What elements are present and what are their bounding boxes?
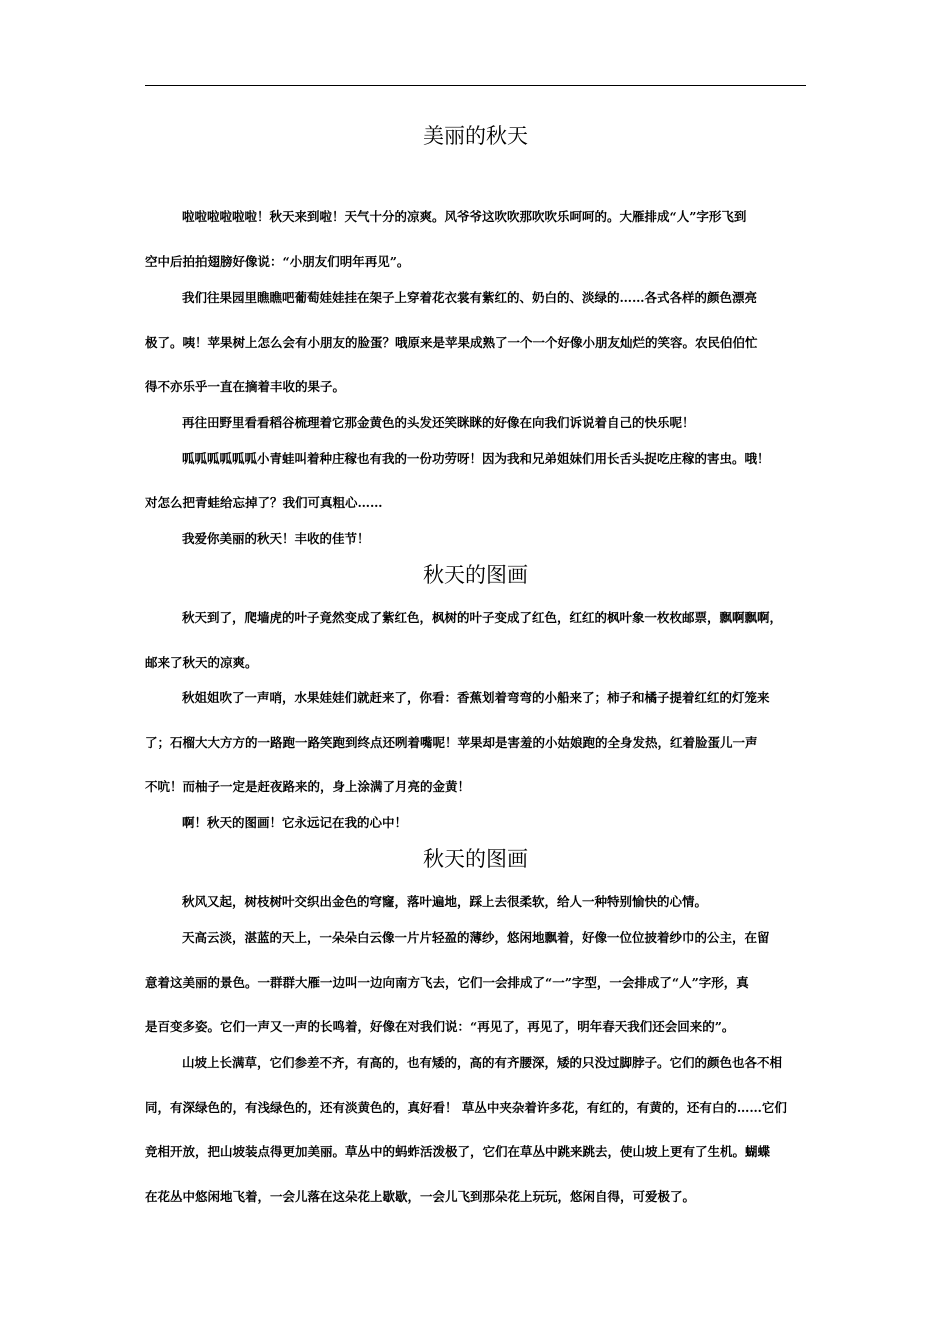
paragraph-line: 极了。咦！苹果树上怎么会有小朋友的脸蛋？哦原来是苹果成熟了一个一个好像小朋友灿烂的笑容。农民伯伯忙	[145, 335, 758, 350]
paragraph-line: 秋天到了，爬墙虎的叶子竟然变成了紫红色，枫树的叶子变成了红色，红红的枫叶象一枚枚邮票，飘啊飘啊，	[182, 610, 783, 625]
header-rule	[145, 85, 806, 86]
paragraph-line: 邮来了秋天的凉爽。	[145, 655, 258, 670]
paragraph-line: 对怎么把青蛙给忘掉了？我们可真粗心……	[145, 495, 383, 510]
paragraph-line: 意着这美丽的景色。一群群大雁一边叫一边向南方飞去，它们一会排成了“一”字型，一会排成了“人”字形，真	[145, 975, 749, 990]
title-autumn-picture: 秋天的图画	[423, 563, 528, 587]
paragraph-line: 是百变多姿。它们一声又一声的长鸣着，好像在对我们说：“再见了，再见了，明年春天我们还会回来的”。	[145, 1019, 735, 1034]
paragraph-line: 秋姐姐吹了一声哨，水果娃娃们就赶来了，你看：香蕉划着弯弯的小船来了；柿子和橘子提着红红的灯笼来	[182, 690, 770, 705]
paragraph-line: 了；石榴大大方方的一路跑一路笑跑到终点还咧着嘴呢！苹果却是害羞的小姑娘跑的全身发热，红着脸蛋儿一声	[145, 735, 758, 750]
paragraph-line: 秋风又起，树枝树叶交织出金色的穹窿，落叶遍地，踩上去很柔软，给人一种特别愉快的心情。	[182, 894, 708, 909]
paragraph-line: 啦啦啦啦啦啦！秋天来到啦！天气十分的凉爽。风爷爷这吹吹那吹吹乐呵呵的。大雁排成“人”字形飞到	[182, 209, 747, 224]
paragraph-line: 我们往果园里瞧瞧吧葡萄娃娃挂在架子上穿着花衣裳有紫红的、奶白的、淡绿的……各式各样的颜色漂亮	[182, 290, 758, 305]
paragraph-line: 在花丛中悠闲地飞着，一会儿落在这朵花上歇歇，一会儿飞到那朵花上玩玩，悠闲自得，可爱极了。	[145, 1189, 696, 1204]
title-beautiful-autumn: 美丽的秋天	[423, 124, 528, 148]
paragraph-line: 不吭！而柚子一定是赶夜路来的，身上涂满了月亮的金黄！	[145, 779, 471, 794]
paragraph-line: 呱呱呱呱呱呱小青蛙叫着种庄稼也有我的一份功劳呀！因为我和兄弟姐妹们用长舌头捉吃庄稼的害虫。哦！	[182, 451, 770, 466]
paragraph-line: 啊！秋天的图画！它永远记在我的心中！	[182, 815, 408, 830]
paragraph-line: 山坡上长满草，它们参差不齐，有高的，也有矮的，高的有齐腰深，矮的只没过脚脖子。它们的颜色也各不相	[182, 1055, 783, 1070]
paragraph-line: 同，有深绿色的，有浅绿色的，还有淡黄色的，真好看！ 草丛中夹杂着许多花，有红的，有黄的，还有白的……它们	[145, 1100, 787, 1115]
paragraph-line: 得不亦乐乎一直在摘着丰收的果子。	[145, 379, 346, 394]
paragraph-line: 竞相开放，把山坡装点得更加美丽。草丛中的蚂蚱活泼极了，它们在草丛中跳来跳去，使山坡上更有了生机。蝴蝶	[145, 1144, 771, 1159]
paragraph-line: 我爱你美丽的秋天！丰收的佳节！	[182, 531, 370, 546]
paragraph-line: 空中后拍拍翅膀好像说：“小朋友们明年再见”。	[145, 254, 410, 269]
title-autumn-picture-2: 秋天的图画	[423, 847, 528, 871]
paragraph-line: 天高云淡，湛蓝的天上，一朵朵白云像一片片轻盈的薄纱，悠闲地飘着，好像一位位披着纱巾的公主，在留	[182, 930, 770, 945]
paragraph-line: 再往田野里看看稻谷梳理着它那金黄色的头发还笑眯眯的好像在向我们诉说着自己的快乐呢！	[182, 415, 695, 430]
